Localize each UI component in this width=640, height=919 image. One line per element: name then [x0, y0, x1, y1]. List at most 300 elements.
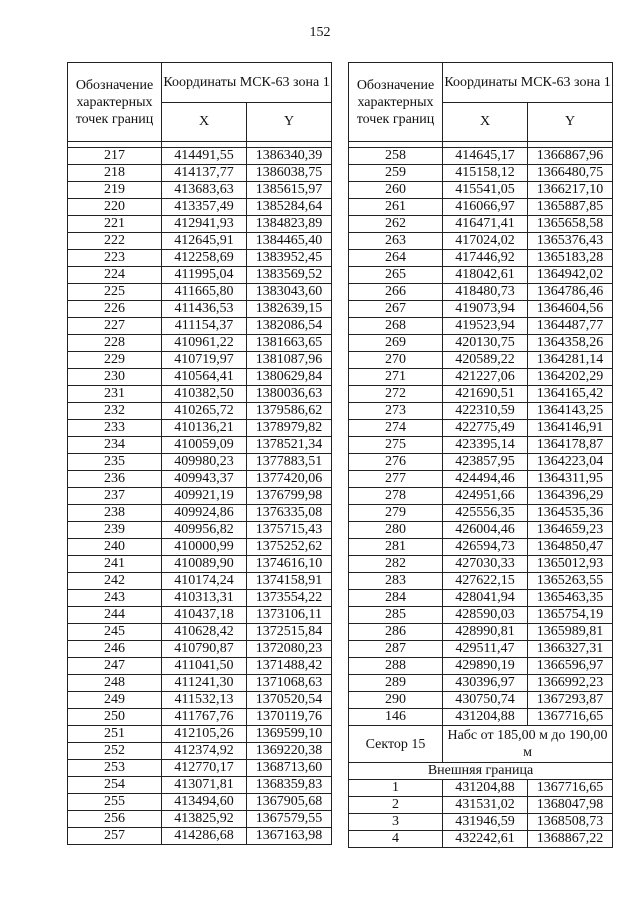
- table-row: [68, 624, 332, 641]
- x-coordinate-cell: 410437,18: [162, 607, 247, 624]
- y-coordinate-cell: 1365754,19: [528, 607, 613, 624]
- x-coordinate-cell: 422310,59: [443, 403, 528, 420]
- y-coordinate-cell: 1380629,84: [247, 369, 332, 386]
- y-coordinate-cell: 1377883,51: [247, 454, 332, 471]
- point-number-cell: 237: [68, 488, 162, 505]
- y-coordinate-cell: 1365989,81: [528, 624, 613, 641]
- table-row: [68, 182, 332, 199]
- x-coordinate-cell: 411767,76: [162, 709, 247, 726]
- point-number-cell: 252: [68, 743, 162, 760]
- point-number-cell: 227: [68, 318, 162, 335]
- y-coordinate-cell: 1365012,93: [528, 556, 613, 573]
- outer-boundary-title: Внешняя граница: [349, 763, 613, 780]
- x-coordinate-cell: 410628,42: [162, 624, 247, 641]
- point-number-cell: 276: [349, 454, 443, 471]
- table-row: [349, 250, 613, 267]
- y-coordinate-cell: 1378979,82: [247, 420, 332, 437]
- table-row: [68, 403, 332, 420]
- x-coordinate-cell: 428590,03: [443, 607, 528, 624]
- x-coordinate-cell: 421227,06: [443, 369, 528, 386]
- x-coordinate-cell: 425556,35: [443, 505, 528, 522]
- y-coordinate-cell: 1381663,65: [247, 335, 332, 352]
- point-number-cell: 228: [68, 335, 162, 352]
- coords-column-header: Координаты МСК-63 зона 1: [162, 63, 332, 103]
- y-coordinate-cell: 1384465,40: [247, 233, 332, 250]
- point-number-cell: 4: [349, 831, 443, 848]
- point-number-cell: 257: [68, 828, 162, 845]
- coords-column-header: Координаты МСК-63 зона 1: [443, 63, 613, 103]
- point-number-cell: 219: [68, 182, 162, 199]
- y-coordinate-cell: 1364942,02: [528, 267, 613, 284]
- y-column-header: Y: [528, 102, 613, 142]
- point-number-cell: 221: [68, 216, 162, 233]
- point-number-cell: 283: [349, 573, 443, 590]
- table-row: [68, 658, 332, 675]
- point-number-cell: 230: [68, 369, 162, 386]
- x-coordinate-cell: 411995,04: [162, 267, 247, 284]
- point-number-cell: 243: [68, 590, 162, 607]
- y-coordinate-cell: 1364786,46: [528, 284, 613, 301]
- y-coordinate-cell: 1364659,23: [528, 522, 613, 539]
- table-row: [68, 437, 332, 454]
- y-coordinate-cell: 1368713,60: [247, 760, 332, 777]
- y-coordinate-cell: 1364487,77: [528, 318, 613, 335]
- point-number-cell: 224: [68, 267, 162, 284]
- point-number-cell: 225: [68, 284, 162, 301]
- points-column-header: Обозначение характерных точек границ: [349, 63, 443, 142]
- x-coordinate-cell: 411532,13: [162, 692, 247, 709]
- point-number-cell: 267: [349, 301, 443, 318]
- x-coordinate-cell: 410313,31: [162, 590, 247, 607]
- table-row: [68, 352, 332, 369]
- table-row: [68, 505, 332, 522]
- y-coordinate-cell: 1371068,63: [247, 675, 332, 692]
- point-number-cell: 279: [349, 505, 443, 522]
- x-coordinate-cell: 424951,66: [443, 488, 528, 505]
- x-coordinate-cell: 410265,72: [162, 403, 247, 420]
- y-coordinate-cell: 1379586,62: [247, 403, 332, 420]
- table-row: [349, 675, 613, 692]
- point-number-cell: 251: [68, 726, 162, 743]
- x-coordinate-cell: 410961,22: [162, 335, 247, 352]
- point-number-cell: 271: [349, 369, 443, 386]
- coordinates-table-left: [67, 62, 332, 845]
- x-coordinate-cell: 409956,82: [162, 522, 247, 539]
- table-row: [68, 250, 332, 267]
- table-row: [68, 471, 332, 488]
- x-coordinate-cell: 431204,88: [443, 709, 528, 726]
- y-coordinate-cell: 1364202,29: [528, 369, 613, 386]
- table-row: [68, 675, 332, 692]
- x-coordinate-cell: 414137,77: [162, 165, 247, 182]
- y-coordinate-cell: 1376799,98: [247, 488, 332, 505]
- x-coordinate-cell: 423857,95: [443, 454, 528, 471]
- point-number-cell: 245: [68, 624, 162, 641]
- point-number-cell: 274: [349, 420, 443, 437]
- point-number-cell: 278: [349, 488, 443, 505]
- y-coordinate-cell: 1365376,43: [528, 233, 613, 250]
- y-coordinate-cell: 1364178,87: [528, 437, 613, 454]
- x-column-header: X: [443, 102, 528, 142]
- table-row: [349, 797, 613, 814]
- table-row: [68, 726, 332, 743]
- x-coordinate-cell: 427030,33: [443, 556, 528, 573]
- x-coordinate-cell: 429890,19: [443, 658, 528, 675]
- y-coordinate-cell: 1380036,63: [247, 386, 332, 403]
- y-coordinate-cell: 1382086,54: [247, 318, 332, 335]
- table-row: [349, 267, 613, 284]
- table-row: [68, 556, 332, 573]
- table-row: [349, 216, 613, 233]
- x-coordinate-cell: 410719,97: [162, 352, 247, 369]
- table-row: [68, 335, 332, 352]
- table-row: [349, 403, 613, 420]
- point-number-cell: 220: [68, 199, 162, 216]
- x-coordinate-cell: 412941,93: [162, 216, 247, 233]
- table-row: [68, 199, 332, 216]
- point-number-cell: 261: [349, 199, 443, 216]
- table-row: [349, 692, 613, 709]
- point-number-cell: 248: [68, 675, 162, 692]
- table-row: [349, 454, 613, 471]
- x-coordinate-cell: 414286,68: [162, 828, 247, 845]
- table-row: [68, 420, 332, 437]
- y-coordinate-cell: 1376335,08: [247, 505, 332, 522]
- point-number-cell: 226: [68, 301, 162, 318]
- y-coordinate-cell: 1364311,95: [528, 471, 613, 488]
- point-number-cell: 258: [349, 148, 443, 165]
- point-number-cell: 284: [349, 590, 443, 607]
- point-number-cell: 255: [68, 794, 162, 811]
- table-row: [349, 658, 613, 675]
- table-row: [349, 624, 613, 641]
- x-coordinate-cell: 424494,46: [443, 471, 528, 488]
- x-coordinate-cell: 410790,87: [162, 641, 247, 658]
- x-coordinate-cell: 421690,51: [443, 386, 528, 403]
- table-row: [349, 780, 613, 797]
- x-coordinate-cell: 431946,59: [443, 814, 528, 831]
- y-coordinate-cell: 1385284,64: [247, 199, 332, 216]
- y-coordinate-cell: 1370119,76: [247, 709, 332, 726]
- x-coordinate-cell: 413683,63: [162, 182, 247, 199]
- point-number-cell: 280: [349, 522, 443, 539]
- x-coordinate-cell: 411041,50: [162, 658, 247, 675]
- table-row: [349, 148, 613, 165]
- table-row: [349, 284, 613, 301]
- table-row: [68, 301, 332, 318]
- point-number-cell: 239: [68, 522, 162, 539]
- table-row: [349, 386, 613, 403]
- x-column-header: X: [162, 102, 247, 142]
- point-number-cell: 272: [349, 386, 443, 403]
- table-row: [349, 199, 613, 216]
- table-row: [349, 318, 613, 335]
- x-coordinate-cell: 419073,94: [443, 301, 528, 318]
- table-row: [68, 641, 332, 658]
- table-row: [349, 335, 613, 352]
- table-row: [68, 709, 332, 726]
- y-coordinate-cell: 1371488,42: [247, 658, 332, 675]
- x-coordinate-cell: 418480,73: [443, 284, 528, 301]
- table-row: [349, 641, 613, 658]
- x-coordinate-cell: 409943,37: [162, 471, 247, 488]
- x-coordinate-cell: 430396,97: [443, 675, 528, 692]
- table-row: [68, 318, 332, 335]
- y-column-header: Y: [247, 102, 332, 142]
- table-row: [349, 233, 613, 250]
- y-coordinate-cell: 1367293,87: [528, 692, 613, 709]
- y-coordinate-cell: 1364535,36: [528, 505, 613, 522]
- table-row: [68, 607, 332, 624]
- table-row: [349, 165, 613, 182]
- y-coordinate-cell: 1373106,11: [247, 607, 332, 624]
- table-row: [68, 165, 332, 182]
- x-coordinate-cell: 414645,17: [443, 148, 528, 165]
- table-row: [68, 760, 332, 777]
- x-coordinate-cell: 409921,19: [162, 488, 247, 505]
- point-number-cell: 146: [349, 709, 443, 726]
- y-coordinate-cell: 1375252,62: [247, 539, 332, 556]
- x-coordinate-cell: 410382,50: [162, 386, 247, 403]
- table-row: [349, 352, 613, 369]
- y-coordinate-cell: 1368508,73: [528, 814, 613, 831]
- table-header: [68, 63, 332, 142]
- sector-label-cell: Сектор 15: [349, 726, 443, 763]
- x-coordinate-cell: 428990,81: [443, 624, 528, 641]
- y-coordinate-cell: 1364850,47: [528, 539, 613, 556]
- x-coordinate-cell: 409980,23: [162, 454, 247, 471]
- table-body: [68, 142, 332, 845]
- point-number-cell: 253: [68, 760, 162, 777]
- point-number-cell: 290: [349, 692, 443, 709]
- x-coordinate-cell: 418042,61: [443, 267, 528, 284]
- sector-row: [349, 726, 613, 763]
- point-number-cell: 1: [349, 780, 443, 797]
- x-coordinate-cell: 412374,92: [162, 743, 247, 760]
- y-coordinate-cell: 1364396,29: [528, 488, 613, 505]
- y-coordinate-cell: 1386038,75: [247, 165, 332, 182]
- x-coordinate-cell: 413494,60: [162, 794, 247, 811]
- x-coordinate-cell: 426594,73: [443, 539, 528, 556]
- x-coordinate-cell: 412105,26: [162, 726, 247, 743]
- y-coordinate-cell: 1364143,25: [528, 403, 613, 420]
- y-coordinate-cell: 1366992,23: [528, 675, 613, 692]
- x-coordinate-cell: 427622,15: [443, 573, 528, 590]
- y-coordinate-cell: 1381087,96: [247, 352, 332, 369]
- point-number-cell: 262: [349, 216, 443, 233]
- point-number-cell: 229: [68, 352, 162, 369]
- point-number-cell: 246: [68, 641, 162, 658]
- x-coordinate-cell: 414491,55: [162, 148, 247, 165]
- table-header: [349, 63, 613, 142]
- x-coordinate-cell: 415158,12: [443, 165, 528, 182]
- point-number-cell: 269: [349, 335, 443, 352]
- y-coordinate-cell: 1384823,89: [247, 216, 332, 233]
- y-coordinate-cell: 1375715,43: [247, 522, 332, 539]
- y-coordinate-cell: 1367716,65: [528, 780, 613, 797]
- table-row: [349, 369, 613, 386]
- table-row: [349, 539, 613, 556]
- table-row: [68, 233, 332, 250]
- y-coordinate-cell: 1364358,26: [528, 335, 613, 352]
- x-coordinate-cell: 411241,30: [162, 675, 247, 692]
- x-coordinate-cell: 413825,92: [162, 811, 247, 828]
- point-number-cell: 268: [349, 318, 443, 335]
- y-coordinate-cell: 1382639,15: [247, 301, 332, 318]
- outer-boundary-title-row: [349, 763, 613, 780]
- table-row: [349, 301, 613, 318]
- y-coordinate-cell: 1365463,35: [528, 590, 613, 607]
- y-coordinate-cell: 1373554,22: [247, 590, 332, 607]
- y-coordinate-cell: 1366217,10: [528, 182, 613, 199]
- x-coordinate-cell: 429511,47: [443, 641, 528, 658]
- y-coordinate-cell: 1367716,65: [528, 709, 613, 726]
- table-row: [349, 607, 613, 624]
- y-coordinate-cell: 1366596,97: [528, 658, 613, 675]
- point-number-cell: 289: [349, 675, 443, 692]
- point-number-cell: 259: [349, 165, 443, 182]
- x-coordinate-cell: 423395,14: [443, 437, 528, 454]
- point-number-cell: 266: [349, 284, 443, 301]
- x-coordinate-cell: 428041,94: [443, 590, 528, 607]
- table-row: [349, 709, 613, 726]
- x-coordinate-cell: 420589,22: [443, 352, 528, 369]
- point-number-cell: 281: [349, 539, 443, 556]
- point-number-cell: 240: [68, 539, 162, 556]
- points-column-header: Обозначение характерных точек границ: [68, 63, 162, 142]
- table-row: [68, 539, 332, 556]
- table-row: [349, 590, 613, 607]
- table-row: [68, 590, 332, 607]
- y-coordinate-cell: 1366327,31: [528, 641, 613, 658]
- point-number-cell: 232: [68, 403, 162, 420]
- x-coordinate-cell: 416471,41: [443, 216, 528, 233]
- y-coordinate-cell: 1386340,39: [247, 148, 332, 165]
- x-coordinate-cell: 419523,94: [443, 318, 528, 335]
- table-row: [68, 828, 332, 845]
- y-coordinate-cell: 1383569,52: [247, 267, 332, 284]
- y-coordinate-cell: 1374616,10: [247, 556, 332, 573]
- y-coordinate-cell: 1377420,06: [247, 471, 332, 488]
- x-coordinate-cell: 410136,21: [162, 420, 247, 437]
- x-coordinate-cell: 430750,74: [443, 692, 528, 709]
- point-number-cell: 265: [349, 267, 443, 284]
- x-coordinate-cell: 426004,46: [443, 522, 528, 539]
- page-number: 152: [309, 25, 331, 40]
- table-row: [349, 556, 613, 573]
- y-coordinate-cell: 1364165,42: [528, 386, 613, 403]
- table-row: [68, 386, 332, 403]
- table-row: [68, 522, 332, 539]
- y-coordinate-cell: 1367579,55: [247, 811, 332, 828]
- y-coordinate-cell: 1365263,55: [528, 573, 613, 590]
- y-coordinate-cell: 1366480,75: [528, 165, 613, 182]
- y-coordinate-cell: 1364146,91: [528, 420, 613, 437]
- coordinates-table-right: [348, 62, 613, 848]
- x-coordinate-cell: 431204,88: [443, 780, 528, 797]
- table-row: [68, 369, 332, 386]
- x-coordinate-cell: 410564,41: [162, 369, 247, 386]
- y-coordinate-cell: 1368047,98: [528, 797, 613, 814]
- y-coordinate-cell: 1370520,54: [247, 692, 332, 709]
- table-row: [68, 488, 332, 505]
- point-number-cell: 273: [349, 403, 443, 420]
- x-coordinate-cell: 420130,75: [443, 335, 528, 352]
- table-row: [68, 777, 332, 794]
- table-row: [68, 148, 332, 165]
- point-number-cell: 223: [68, 250, 162, 267]
- x-coordinate-cell: 412770,17: [162, 760, 247, 777]
- table-row: [68, 573, 332, 590]
- point-number-cell: 236: [68, 471, 162, 488]
- point-number-cell: 282: [349, 556, 443, 573]
- point-number-cell: 217: [68, 148, 162, 165]
- table-row: [349, 437, 613, 454]
- y-coordinate-cell: 1364223,04: [528, 454, 613, 471]
- table-row: [349, 420, 613, 437]
- point-number-cell: 241: [68, 556, 162, 573]
- point-number-cell: 233: [68, 420, 162, 437]
- table-row: [349, 488, 613, 505]
- x-coordinate-cell: 410059,09: [162, 437, 247, 454]
- x-coordinate-cell: 417024,02: [443, 233, 528, 250]
- point-number-cell: 275: [349, 437, 443, 454]
- point-number-cell: 286: [349, 624, 443, 641]
- table-row: [349, 505, 613, 522]
- x-coordinate-cell: 417446,92: [443, 250, 528, 267]
- point-number-cell: 288: [349, 658, 443, 675]
- point-number-cell: 247: [68, 658, 162, 675]
- x-coordinate-cell: 410174,24: [162, 573, 247, 590]
- y-coordinate-cell: 1367905,68: [247, 794, 332, 811]
- point-number-cell: 3: [349, 814, 443, 831]
- point-number-cell: 234: [68, 437, 162, 454]
- table-row: [349, 573, 613, 590]
- y-coordinate-cell: 1383952,45: [247, 250, 332, 267]
- x-coordinate-cell: 415541,05: [443, 182, 528, 199]
- table-row: [349, 182, 613, 199]
- point-number-cell: 222: [68, 233, 162, 250]
- point-number-cell: 260: [349, 182, 443, 199]
- y-coordinate-cell: 1364604,56: [528, 301, 613, 318]
- y-coordinate-cell: 1364281,14: [528, 352, 613, 369]
- point-number-cell: 235: [68, 454, 162, 471]
- y-coordinate-cell: 1378521,34: [247, 437, 332, 454]
- x-coordinate-cell: 416066,97: [443, 199, 528, 216]
- point-number-cell: 264: [349, 250, 443, 267]
- point-number-cell: 218: [68, 165, 162, 182]
- y-coordinate-cell: 1365183,28: [528, 250, 613, 267]
- table-row: [68, 794, 332, 811]
- x-coordinate-cell: 412645,91: [162, 233, 247, 250]
- y-coordinate-cell: 1385615,97: [247, 182, 332, 199]
- table-row: [68, 692, 332, 709]
- y-coordinate-cell: 1383043,60: [247, 284, 332, 301]
- y-coordinate-cell: 1368867,22: [528, 831, 613, 848]
- x-coordinate-cell: 413071,81: [162, 777, 247, 794]
- x-coordinate-cell: 410000,99: [162, 539, 247, 556]
- x-coordinate-cell: 411154,37: [162, 318, 247, 335]
- x-coordinate-cell: 422775,49: [443, 420, 528, 437]
- point-number-cell: 285: [349, 607, 443, 624]
- x-coordinate-cell: 432242,61: [443, 831, 528, 848]
- sector-height-cell: Набс от 185,00 м до 190,00 м: [443, 726, 613, 763]
- y-coordinate-cell: 1366867,96: [528, 148, 613, 165]
- x-coordinate-cell: 410089,90: [162, 556, 247, 573]
- y-coordinate-cell: 1369599,10: [247, 726, 332, 743]
- point-number-cell: 270: [349, 352, 443, 369]
- y-coordinate-cell: 1368359,83: [247, 777, 332, 794]
